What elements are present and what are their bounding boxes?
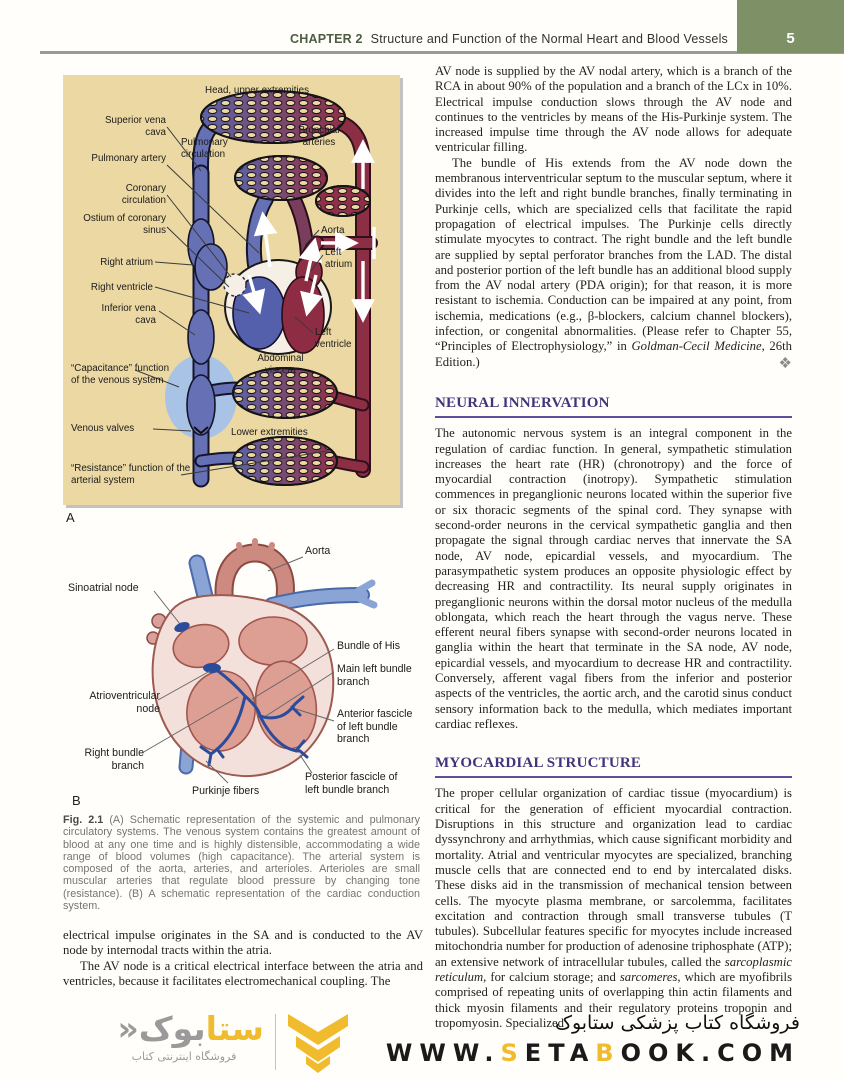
figure-caption (63, 814, 420, 912)
label-sinoatrial-node: Sinoatrial node (68, 582, 139, 594)
sarcoplasmic-reticulum-italic: sarcoplasmic reticulum (435, 954, 792, 985)
label-inferior-vena-cava: Inferior vena cava (101, 303, 156, 326)
label-posterior-fascicle: Posterior fascicle of left bundle branch (305, 771, 398, 796)
label-anterior-fascicle: Anterior fascicle of left bundle branch (337, 708, 413, 746)
label-ostium-coronary-sinus: Ostium of coronary sinus (83, 213, 166, 236)
myo-text-1: The proper cellular organization of cardiac tissue (myocardium) is critical for the generation of efficient myocardial contraction. Disruptions in this structure and organization lead to cardiac dyssynchrony and arrhythmias, which cause significant morbidity and mortality. Atrial and ventricular myocytes are specialized, branching muscle cells that are connected end to end by intercalated disks. These disks aid in the transmission of mechanical tension between cells. The myocyte plasma membrane, or sarcolemma, facilitates excitation and contraction through small transverse tubules (T tubules). Subcellular features specific for myocytes include increased mitochondria number for production of adenosine triphosphate (ATP); an extensive network of intracellular tubules, called the (435, 786, 792, 969)
url-b-accent: B (595, 1039, 621, 1067)
page-header (40, 32, 728, 46)
logo-divider (275, 1014, 276, 1070)
label-coronary-circulation: Coronary circulation (121, 183, 166, 206)
label-left-atrium: Left atrium (325, 247, 353, 270)
label-atrioventricular-node: Atrioventricular node (89, 690, 160, 715)
label-right-atrium: Right atrium (100, 257, 153, 268)
label-right-ventricle: Right ventricle (90, 282, 153, 293)
section-end-icon: ❖ (778, 355, 792, 372)
label-right-bundle-branch: Right bundle branch (84, 747, 144, 772)
label-lower-extremities: Lower extremities (231, 427, 308, 438)
right-paragraph-2-end: , 26th Edition.) (435, 339, 792, 369)
label-capacitance-function: “Capacitance” function of the venous system (71, 363, 170, 386)
figure-b-conduction-diagram (60, 525, 417, 810)
setabook-chevron-icon (286, 1012, 350, 1074)
figure-a-circulation-diagram (63, 75, 400, 505)
label-left-ventricle: Left ventricle (315, 327, 352, 350)
right-paragraph-1: AV node is supplied by the AV nodal artery, which is a branch of the RCA in about 90% of the population and a branch of the LCx in 10%. Electrical impulse conduction slows through the AV node and continues to the ventricles by means of the His-Purkinje system. The increased impulse time through the AV node allows for adequate ventricular filling. (435, 64, 792, 155)
label-head-upper-extremities: Head, upper extremities (205, 85, 310, 96)
url-eta: ETA (524, 1039, 596, 1067)
chapter-title: Structure and Function of the Normal Heart and Blood Vessels (370, 32, 728, 46)
panel-label-b: B (72, 793, 81, 808)
panel-label-a: A (66, 510, 75, 525)
left-paragraph-1: electrical impulse originates in the SA and is conducted to the AV node by internodal tracts within the atria. (63, 928, 423, 958)
label-main-left-bundle-branch: Main left bundle branch (337, 663, 412, 688)
label-superior-vena-cava: Superior vena cava (105, 115, 166, 138)
neural-innervation-paragraph: The autonomic nervous system is an integral component in the regulation of cardiac function. In general, sympathetic stimulation increases the heart rate (HR) (chronotropy) and the force of myocardial contraction (inotropy). Sympathetic stimulation commences in preganglionic neurons located within the superior five or six thoracic segments of the spinal cord. They synapse with second-order neurons in the cervical sympathetic ganglia and then propagate the signal through cardiac nerves that innervate the SA node, AV node, epicardial vessels, and myocardium. The parasympathetic system produces an opposite physiologic effect by decreasing HR and contractility. Its neural supply originates in preganglionic neurons within the dorsal motor nucleus of the medulla oblongata, which reach the heart through the vagus nerve. These efferent neural fibers synapse with second-order neurons located in ganglia within the heart that terminate in the SA node, AV node, epicardial vessels, and myocardium to decrease HR and contractility. Conversely, afferent vagal fibers from the inferior and posterior aspects of the ventricles, the aortic arch, and the carotid sinus conduct sensory information back to the medulla, which mediates important cardiac reflexes. (435, 426, 792, 731)
label-purkinje-fibers: Purkinje fibers (192, 785, 260, 797)
label-venous-valves: Venous valves (71, 423, 135, 434)
left-column-text (63, 928, 423, 989)
label-aorta-a: Aorta (321, 225, 345, 236)
setabook-logo (70, 1009, 350, 1074)
label-abdominal-viscera: Abdominal viscera (257, 353, 304, 376)
label-bundle-of-his: Bundle of His (337, 640, 401, 652)
url-www: WWW. (385, 1039, 501, 1067)
page-number: 5 (786, 30, 795, 47)
store-url (386, 1039, 800, 1067)
url-s-accent: S (500, 1039, 525, 1067)
page-number-badge (737, 0, 844, 53)
logo-tagline: فروشگاه اینترنتی کتاب (131, 1050, 237, 1063)
label-aorta-b: Aorta (305, 545, 331, 557)
right-column-text (435, 64, 792, 1031)
label-pulmonary-circulation: Pulmonary circulation (181, 137, 228, 160)
footer-store-info (386, 1012, 800, 1067)
store-name-persian: فروشگاه کتاب پزشکی ستابوک (554, 1012, 800, 1034)
sarcomeres-italic: sarcomeres (619, 970, 678, 985)
label-bronchial-arteries: Bronchial arteries (298, 125, 340, 148)
chapter-label: CHAPTER 2 (290, 32, 363, 46)
wordmark-yellow-part: ستا (205, 1009, 264, 1048)
figure-caption-text: (A) Schematic representation of the systemic and pulmonary circulatory systems. The venous system contains the greatest amount of blood at any one time and is highly distensible, accommodating a wide range of blood volumes (high capacitance). The arterial system is composed of the aorta, arteries, and arterioles. Arterioles are small muscular arteries that regulate blood pressure by changing tone (resistance). (B) A schematic representation of the cardiac conduction system. (63, 814, 421, 913)
header-rule (40, 51, 844, 54)
wordmark-gray-part: بوک« (117, 1009, 206, 1048)
right-paragraph-2 (435, 156, 792, 370)
label-resistance-function: “Resistance” function of the arterial system (71, 463, 191, 486)
left-paragraph-2: The AV node is a critical electrical interface between the atria and ventricles, because it facilitates electromechanical coupling. The (63, 958, 423, 988)
myo-text-3: , which are myofibrils comprised of repeating units of overlapping thin actin filaments and thick myosin filaments and their regulatory proteins troponin and tropomyosin. Specialized (435, 970, 793, 1030)
right-paragraph-2-text: The bundle of His extends from the AV node down the membranous interventricular septum to the muscular septum, where it divides into the left and right bundle branches, finally terminating in Purkinje cells, which are specialized cells that facilitate the rapid propagation of electrical impulses. The Purkinje cells directly stimulate myocytes to contract. The right bundle and the left bundle are supplied by septal perforator branches from the LAD. The distal and posterior portion of the left bundle has an additional blood supply from the AV nodal artery (PDA origin); for that reason, it is more resistant to ischemia. Conduction can be impaired at any point, from ischemia, medications (e.g., β-blockers, calcium channel blockers), infection, or congenital abnormalities. (Please refer to Chapter 55, “Principles of Electrophysiology,” in (435, 155, 792, 354)
logo-wordmark (117, 1009, 264, 1048)
book-title-italic: Goldman-Cecil Medicine (631, 339, 762, 354)
label-pulmonary-artery: Pulmonary artery (91, 153, 166, 164)
url-rest: OOK.COM (620, 1039, 800, 1067)
heading-neural-innervation: NEURAL INNERVATION (435, 396, 792, 418)
myocardial-structure-paragraph (435, 786, 792, 1031)
figure-caption-label: Fig. 2.1 (63, 814, 104, 826)
myo-text-2: , for calcium storage; and (483, 970, 620, 985)
heading-myocardial-structure: MYOCARDIAL STRUCTURE (435, 756, 792, 778)
